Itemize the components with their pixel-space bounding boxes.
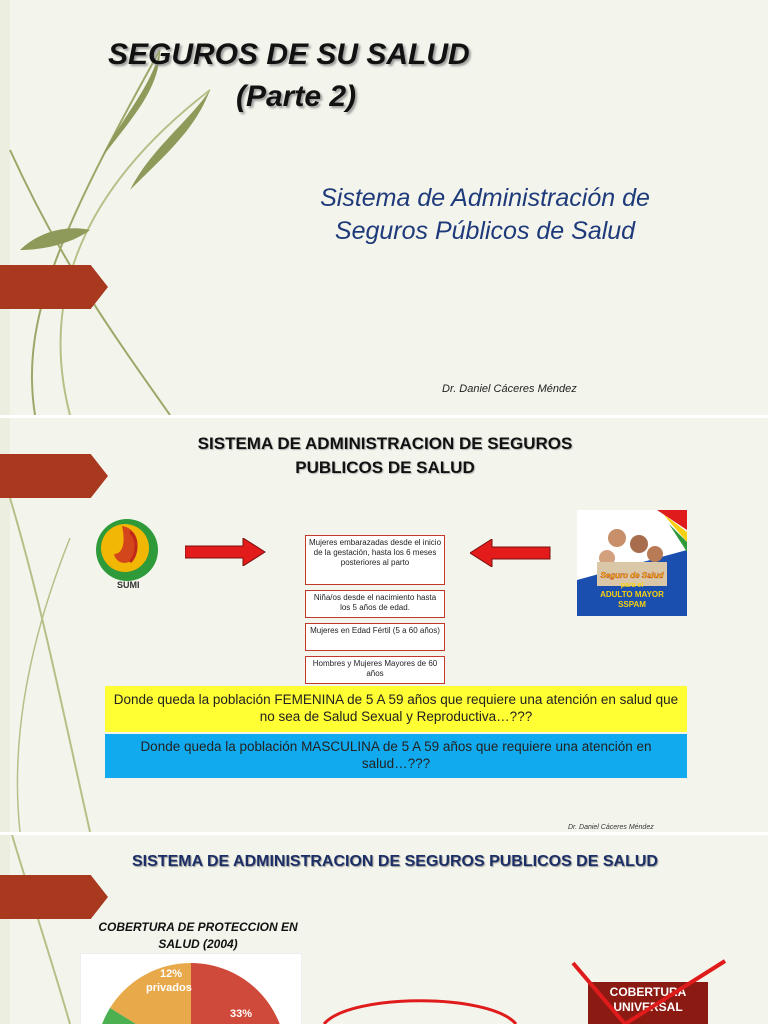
sumi-logo-text: SUMI xyxy=(117,580,140,590)
left-arrow-icon xyxy=(470,539,552,567)
pie-label-33: 33% xyxy=(230,1008,253,1020)
coverage-chart-title xyxy=(88,919,308,953)
author: Dr. Daniel Cáceres Méndez xyxy=(442,383,577,395)
poster-text-1: Seguro de Salud xyxy=(600,571,664,580)
poster-text-2: para el xyxy=(620,582,644,589)
pie-label-private-pct: 12% xyxy=(160,968,183,980)
footer-author: Dr. Daniel Cáceres Méndez xyxy=(568,824,654,831)
coverage-pie-chart xyxy=(80,953,302,1024)
universal-line-2: UNIVERSAL xyxy=(613,1000,683,1014)
subtitle-line-2: Seguros Públicos de Salud xyxy=(334,217,636,245)
coverage-title-line-1: COBERTURA DE PROTECCION EN xyxy=(98,920,298,934)
subtitle-line-1: Sistema de Administración de xyxy=(320,184,650,212)
red-ellipse xyxy=(320,995,520,1024)
pie-label-private-name: privados xyxy=(146,982,192,994)
right-arrow-icon xyxy=(185,538,267,566)
coverage-box-pregnant: Mujeres embarazadas desde el inicio de la gestación, hasta los 6 meses posteriores al parto xyxy=(305,535,445,585)
slide-1 xyxy=(0,0,768,415)
poster-text-4: SSPAM xyxy=(618,600,646,609)
main-title: SEGUROS DE SU SALUD xyxy=(108,38,470,71)
slide-title-line-1: SISTEMA DE ADMINISTRACION DE SEGUROS xyxy=(197,434,573,453)
slide-title: SISTEMA DE ADMINISTRACION DE SEGUROS PUBLICOS DE SALUD xyxy=(132,853,658,870)
accent-arrow-tab xyxy=(0,875,108,919)
cross-out-mark xyxy=(565,957,735,1024)
slide-2 xyxy=(0,418,768,832)
coverage-box-fertile-women: Mujeres en Edad Fértil (5 a 60 años) xyxy=(305,623,445,651)
accent-arrow-tab xyxy=(0,454,108,498)
poster-text-3: ADULTO MAYOR xyxy=(600,590,664,599)
main-title-part: (Parte 2) xyxy=(236,80,357,113)
subtitle xyxy=(250,182,720,248)
slide-3 xyxy=(0,835,768,1024)
question-female: Donde queda la población FEMENINA de 5 A 59 años que requiere una atención en salud que no sea de Salud Sexual y Reproductiva…??? xyxy=(105,686,687,732)
coverage-box-children: Niña/os desde el nacimiento hasta los 5 años de edad. xyxy=(305,590,445,618)
sspam-poster xyxy=(577,510,687,616)
coverage-box-elderly: Hombres y Mujeres Mayores de 60 años xyxy=(305,656,445,684)
slide-title xyxy=(140,432,630,480)
slide-title-line-2: PUBLICOS DE SALUD xyxy=(295,458,475,477)
sumi-logo xyxy=(92,514,162,594)
coverage-title-line-2: SALUD (2004) xyxy=(158,937,238,951)
question-male: Donde queda la población MASCULINA de 5 A 59 años que requiere una atención en salud…??? xyxy=(105,734,687,778)
universal-line-1: COBERTURA xyxy=(609,985,687,999)
accent-arrow-tab xyxy=(0,265,108,309)
